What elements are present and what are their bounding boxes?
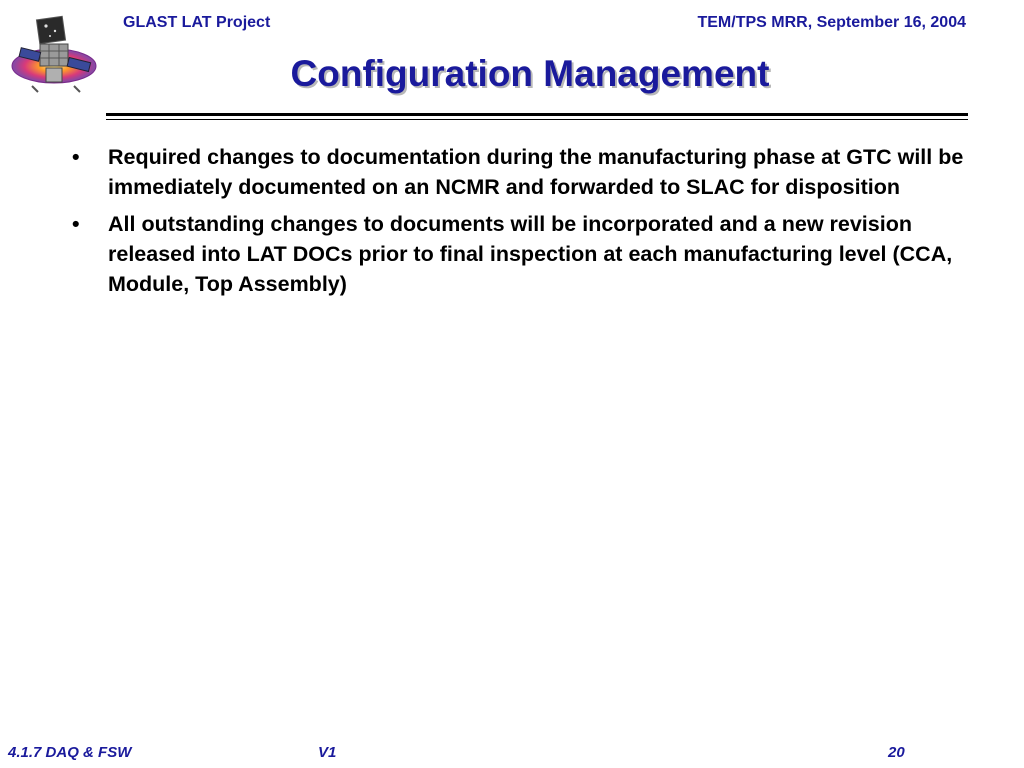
- bullet-dot-icon: •: [72, 145, 80, 169]
- bullet-text: All outstanding changes to documents will be incorporated and a new revision released into LAT DOCs prior to final inspection at each manufacturing level (CCA, Module, Top Assembly): [108, 212, 953, 296]
- title-divider-thick: [106, 113, 968, 116]
- header-project-name: GLAST LAT Project: [123, 14, 271, 31]
- footer-page-number: 20: [888, 744, 905, 761]
- bullet-dot-icon: •: [72, 212, 80, 236]
- bullet-list: [64, 142, 964, 306]
- slide-title: Configuration Management: [290, 53, 770, 94]
- footer-version: V1: [318, 744, 337, 761]
- bullet-item: [64, 142, 964, 202]
- footer-section: 4.1.7 DAQ & FSW: [8, 744, 132, 761]
- bullet-text: Required changes to documentation during the manufacturing phase at GTC will be immediately documented on an NCMR and forwarded to SLAC for disposition: [108, 145, 964, 199]
- title-divider-thin: [106, 119, 968, 120]
- header-review-date: TEM/TPS MRR, September 16, 2004: [697, 14, 966, 31]
- bullet-item: [64, 209, 964, 299]
